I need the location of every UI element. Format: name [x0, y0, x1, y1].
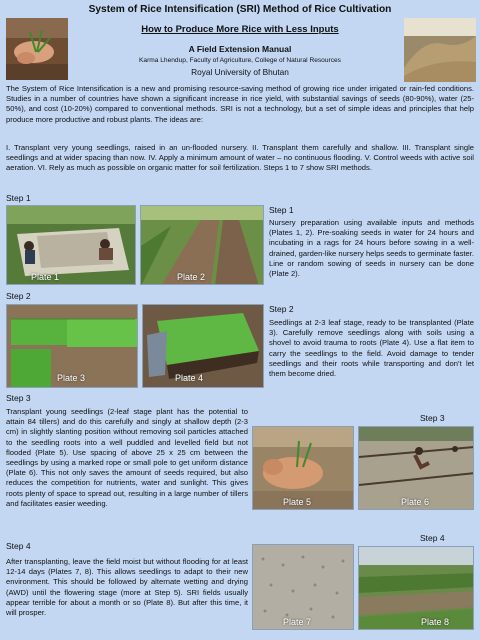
- step4-text: After transplanting, leave the field moist but without flooding for at least 12-14 days (Plates 7, 8). This allows seedlings to adapt to their new environment. This should be followed by alternate wetting and drying (AWD) until the flowering stage (more at Step 5). SRI fields usually appear terrible for about a month or so (Plate 8). But after this time, it will prosper.: [6, 557, 248, 618]
- plate4-label: Plate 4: [175, 373, 204, 383]
- step1-heading-right: Step 1: [269, 205, 294, 215]
- plate2-label: Plate 2: [177, 272, 206, 282]
- plate5-photo: [252, 426, 354, 510]
- plate1-label: Plate 1: [31, 272, 60, 282]
- step1-text: Nursery preparation using available inputs and methods (Plates 1, 2). Pre-soaking seeds in water for 24 hours and incubating in a rags for 24 hours before sowing in a well-drained, garden-like nursery helps seeds to germinate faster. Line or random sowing of seeds in nursery can be done (Plate 2).: [269, 218, 474, 279]
- step1-heading-left: Step 1: [6, 193, 31, 203]
- step2-heading-left: Step 2: [6, 291, 31, 301]
- step4-heading-right: Step 4: [420, 533, 445, 543]
- step3-text: Transplant young seedlings (2-leaf stage plant has the potential to attain 84 tillers) and do this carefully and singly at shallow depth (2-3 cm) in slightly slanting position without removing soil particles attached to the seedling roots into a well puddled and levelled field but not flooded (Plate 5). Use spacing of above 25 x 25 cm between the seedlings by using a marked rope or small pole to get uniform distance (Plate 6). This not only saves the amount of seeds required, but also reduces the competition for nutrients, water and sunlight. This gives roots plenty of space to spread out, resulting in a large number of tillers and facilitates easier weeding.: [6, 407, 248, 508]
- ideas-paragraph: I. Transplant very young seedlings, raised in an un-flooded nursery. II. Transplant them carefully and shallow. III. Transplant single seedlings and at wider spacing than now. IV. Apply a minimum amount of water – no continuous flooding. V. Control weeds with active soil aeration. VI. Rely as much as possible on organic matter for soil fertilization. Steps 1 to 7 show SRI methods.: [6, 143, 474, 173]
- university-name: Royal University of Bhutan: [191, 67, 289, 77]
- step3-heading-left: Step 3: [6, 393, 31, 403]
- page-subtitle: How to Produce More Rice with Less Inputs: [141, 24, 339, 35]
- plate6-photo: [358, 426, 474, 510]
- page-title: System of Rice Intensification (SRI) Method of Rice Cultivation: [88, 4, 392, 15]
- plate5-label: Plate 5: [283, 497, 312, 507]
- plate3-photo: [6, 304, 138, 388]
- step3-heading-right: Step 3: [420, 413, 445, 423]
- manual-label: A Field Extension Manual: [188, 44, 292, 54]
- plate4-photo: [142, 304, 264, 388]
- plate7-photo: [252, 544, 354, 630]
- plate2-photo: [140, 205, 264, 285]
- intro-paragraph: The System of Rice Intensification is a new and promising resource-saving method of growing rice under irrigated or rain-fed conditions. Studies in a number of countries have shown a significant increase in rice yield, with substantial savings of seeds (80-90%), water (25-50%), and cost (10-20%) compared to conventional methods. SRI is not a technology, but a set of simple ideas and principles that help produce more productive and robust plants. The ideas are:: [6, 84, 474, 124]
- author-line: Karma Lhendup, Faculty of Agriculture, College of Natural Resources: [139, 57, 341, 64]
- plate1-photo: [6, 205, 136, 285]
- plate8-photo: [358, 546, 474, 630]
- plate8-label: Plate 8: [421, 617, 450, 627]
- step2-heading-right: Step 2: [269, 304, 294, 314]
- plate7-label: Plate 7: [283, 617, 312, 627]
- plate6-label: Plate 6: [401, 497, 430, 507]
- plate3-label: Plate 3: [57, 373, 86, 383]
- step2-text: Seedlings at 2-3 leaf stage, ready to be transplanted (Plate 3). Carefully remove seedlings along with soils using a shovel to avoid trauma to roots (Plate 4). Use a flat item to carry the seedlings to the field. Avoid damage to tender seedlings and their roots while transporting and don’t let them become dried.: [269, 318, 474, 379]
- step4-heading-left: Step 4: [6, 541, 31, 551]
